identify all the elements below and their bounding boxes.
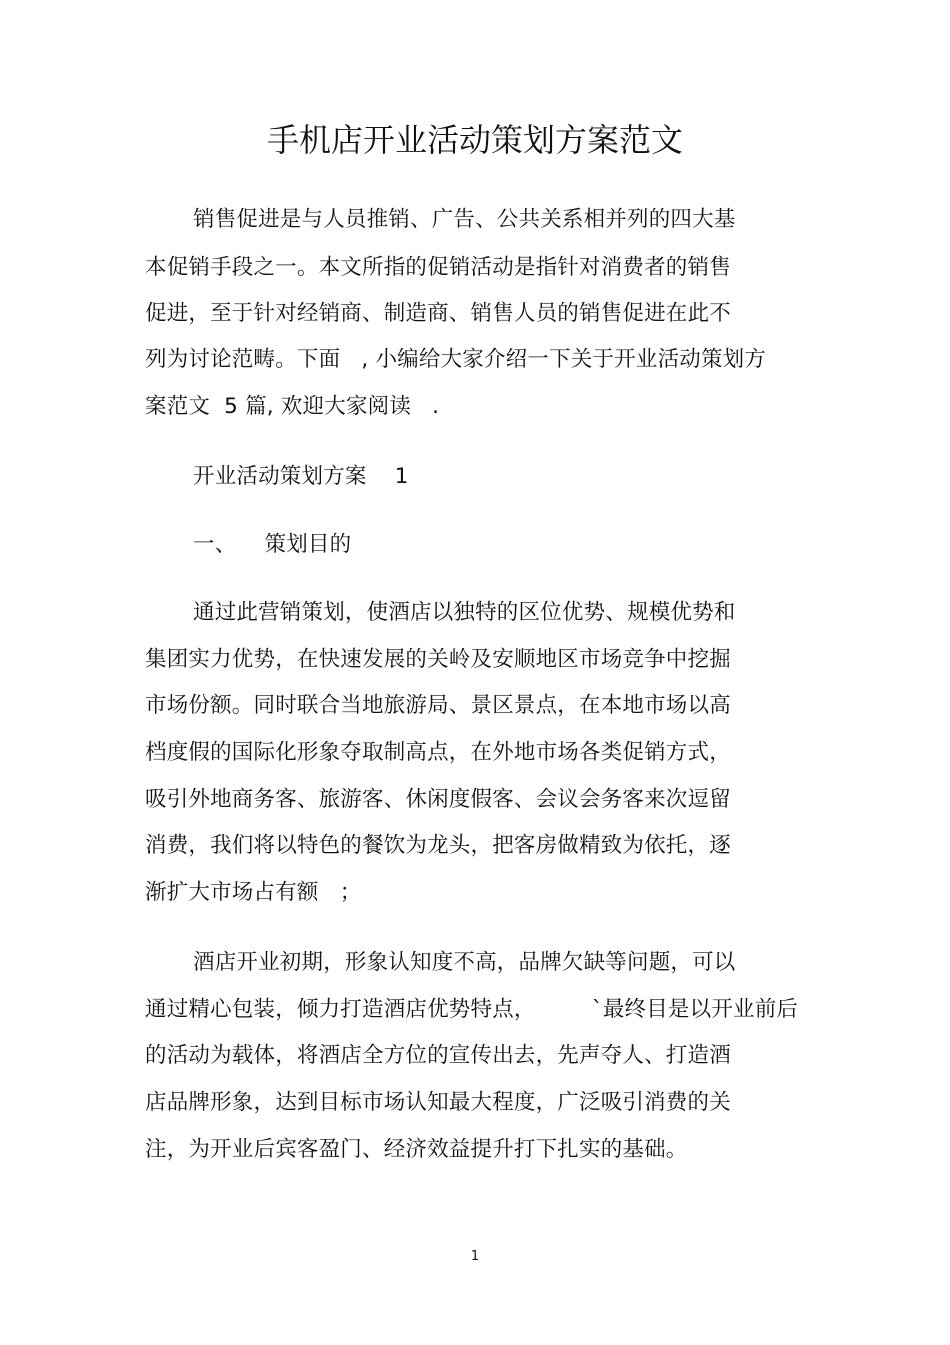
intro-line-5: 案范文 5 篇, 欢迎大家阅读 . bbox=[145, 394, 440, 419]
intro-line-2: 本促销手段之一。本文所指的促销活动是指针对消费者的销售 bbox=[145, 255, 731, 280]
document-title: 手机店开业活动策划方案范文 bbox=[266, 121, 683, 159]
paragraph2-line-3: 的活动为载体，将酒店全方位的宣传出去，先声夺人、打造酒 bbox=[145, 1043, 731, 1068]
paragraph2-line-5: 注，为开业后宾客盈门、经济效益提升打下扎实的基础。 bbox=[145, 1137, 688, 1162]
subheading: 一、 策划目的 bbox=[193, 532, 352, 557]
page-number: 1 bbox=[470, 1249, 480, 1264]
intro-line-4: 列为讨论范畴。下面 , 小编给大家介绍一下关于开业活动策划方 bbox=[145, 347, 767, 372]
paragraph1-line-3: 市场份额。同时联合当地旅游局、景区景点，在本地市场以高 bbox=[145, 693, 731, 718]
paragraph2-line-4: 店品牌形象，达到目标市场认知最大程度，广泛吸引消费的关 bbox=[145, 1090, 731, 1115]
paragraph2-line-1: 酒店开业初期，形象认知度不高，品牌欠缺等问题，可以 bbox=[193, 950, 736, 975]
paragraph1-line-6: 消费，我们将以特色的餐饮为龙头，把客房做精致为依托，逐 bbox=[145, 833, 731, 858]
paragraph1-line-4: 档度假的国际化形象夺取制高点，在外地市场各类促销方式， bbox=[145, 740, 731, 765]
intro-line-1: 销售促进是与人员推销、广告、公共关系相并列的四大基 bbox=[193, 207, 736, 232]
paragraph1-line-5: 吸引外地商务客、旅游客、休闲度假客、会议会务客来次逗留 bbox=[145, 787, 731, 812]
intro-line-3: 促进，至于针对经销商、制造商、销售人员的销售促进在此不 bbox=[145, 301, 731, 326]
paragraph2-line-2: 通过精心包装，倾力打造酒店优势特点， `最终目是以开业前后 bbox=[145, 997, 799, 1022]
paragraph1-line-7: 渐扩大市场占有额 ； bbox=[145, 880, 362, 905]
paragraph1-line-1: 通过此营销策划，使酒店以独特的区位优势、规模优势和 bbox=[193, 600, 736, 625]
paragraph1-line-2: 集团实力优势，在快速发展的关岭及安顺地区市场竞争中挖掘 bbox=[145, 647, 731, 672]
section-heading: 开业活动策划方案 1 bbox=[193, 464, 409, 489]
